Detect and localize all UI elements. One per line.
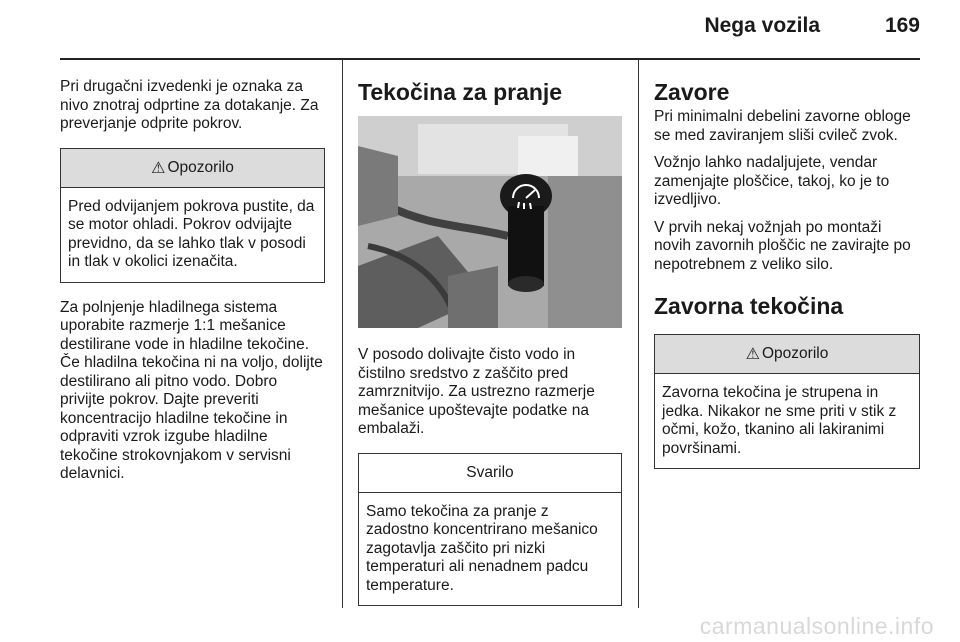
column-divider-2 [638,60,639,608]
washer-reservoir-photo [358,116,622,328]
brake-warning-box-title: Opozorilo [762,345,829,362]
notice-box-header [359,454,621,493]
coolant-paragraph: Za polnjenje hladilnega sistema uporabite razmerje 1:1 mešanice destilirane vode in hladilne tekočine. Če hladilna tekočina ni na voljo, dolijte destilirano ali pitno vodo. Dobro privijte pokrov. Dajte preveriti koncentracijo hladilne tekočine in odpraviti vzrok izgube hladilne tekočine strokovnjakom v servisni delavnici. [60,298,323,482]
header-rule [60,58,920,60]
column-2 [358,78,622,622]
warning-triangle-icon: ⚠ [151,159,166,177]
washer-fluid-heading: Tekočina za pranje [358,79,563,105]
washer-paragraph: V posodo dolivajte čisto vodo in čistilno sredstvo z zaščito pred zamrznitvijo. Za ustrezno razmerje mešanice upoštevajte podatke na embalaži. [358,346,595,437]
notice-box-text: Samo tekočina za pranje z zadostno koncentrirano mešanico zagotavlja zaščito pri nizki temperaturi ali nenadnem padcu temperature. [366,502,598,594]
brakes-heading: Zavore [654,79,730,105]
warning-box-text: Pred odvijanjem pokrova pustite, da se motor ohladi. Pokrov odvijajte previdno, da se lahko tlak v posodi in tlak v okolici izenačita. [68,197,315,270]
warning-box-header [61,149,324,188]
brake-warning-box [654,334,920,469]
brake-warning-box-text: Zavorna tekočina je strupena in jedka. Nikakor ne sme priti v stik z očmi, kožo, tkanino ali lakiranimi površinami. [662,384,897,457]
page-number: 169 [884,14,920,37]
column-1 [60,78,325,493]
notice-box-title: Svarilo [466,463,514,481]
brake-fluid-heading: Zavorna tekočina [654,293,844,319]
brake-warning-box-header [655,335,919,374]
watermark: carmanualsonline.info [699,613,934,639]
header-title: Nega vozila [704,14,820,37]
column-3 [654,78,920,485]
brakes-paragraph-1: Pri minimalni debelini zavorne obloge se med zaviranjem sliši cvileč zvok. [654,108,911,144]
warning-box [60,148,325,283]
column-divider-1 [342,60,343,608]
brakes-paragraph-2: Vožnjo lahko nadaljujete, vendar zamenjajte ploščice, takoj, ko je to izvedljivo. [654,154,890,208]
brakes-paragraph-3: V prvih nekaj vožnjah po montaži novih zavornih ploščic ne zavirajte po nepotrebnem z veliko silo. [654,218,911,273]
warning-box-title: Opozorilo [167,158,234,176]
notice-box [358,453,622,607]
intro-paragraph: Pri drugačni izvedenki je oznaka za nivo znotraj odprtine za dotakanje. Za preverjanje odprite pokrov. [60,78,319,132]
warning-triangle-icon: ⚠ [745,346,760,363]
